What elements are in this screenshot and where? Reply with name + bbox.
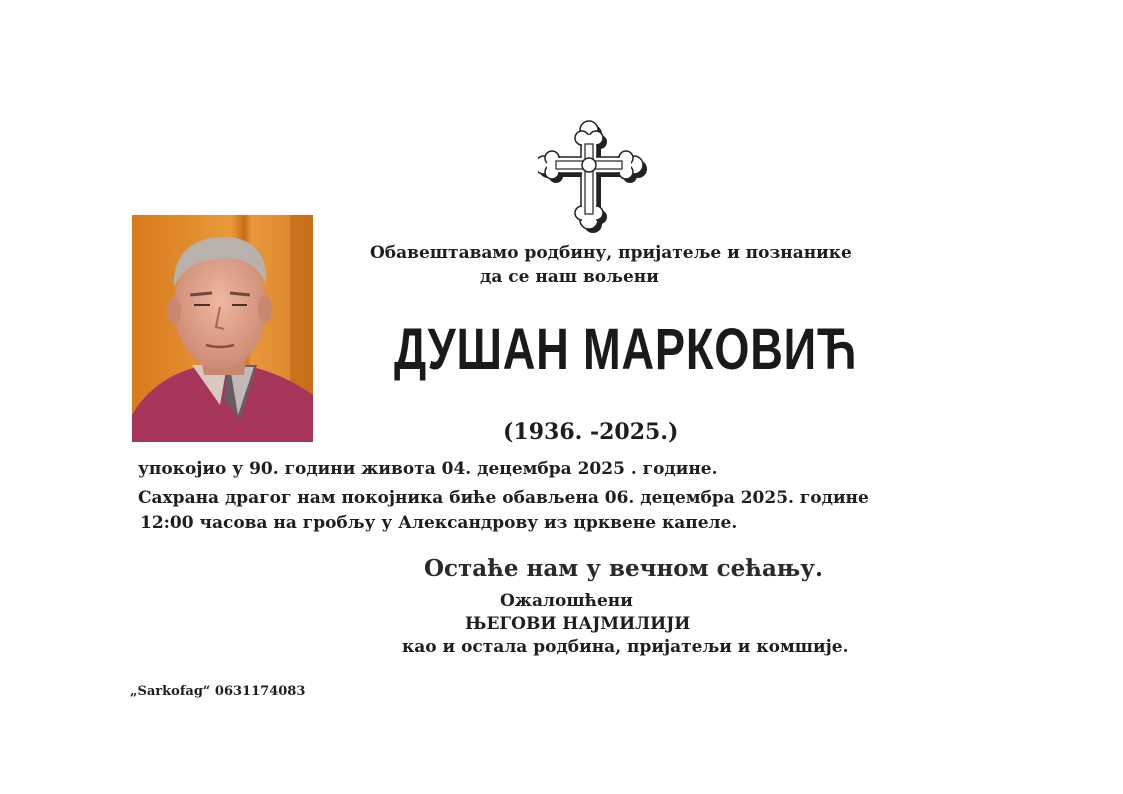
- memory-line: Остаће нам у вечном сећању.: [424, 555, 823, 582]
- grieving-label: Ожалошћени: [500, 591, 633, 611]
- life-years: (1936. -2025.): [503, 419, 679, 445]
- death-date-line: упокојио у 90. години живота 04. децембра 2025 . године.: [138, 459, 718, 479]
- funeral-info-line-1: Сахрана драгог нам покојника биће обављена 06. децембра 2025. године: [138, 488, 869, 508]
- intro-line-1: Обавештавамо родбину, пријатеље и познанике: [370, 243, 852, 263]
- cross-icon: [538, 116, 648, 234]
- funeral-home-contact: „Sarkofag“ 0631174083: [130, 684, 306, 699]
- deceased-name: ДУШАН МАРКОВИЋ: [394, 317, 858, 382]
- portrait-photo: [132, 215, 313, 442]
- grieving-family: ЊЕГОВИ НАЈМИЛИЈИ: [465, 614, 691, 634]
- grieving-others: као и остала родбина, пријатељи и комшије.: [402, 637, 849, 657]
- funeral-info-line-2: 12:00 часова на гробљу у Александрову из црквене капеле.: [140, 513, 738, 533]
- intro-line-2: да се наш вољени: [480, 267, 659, 287]
